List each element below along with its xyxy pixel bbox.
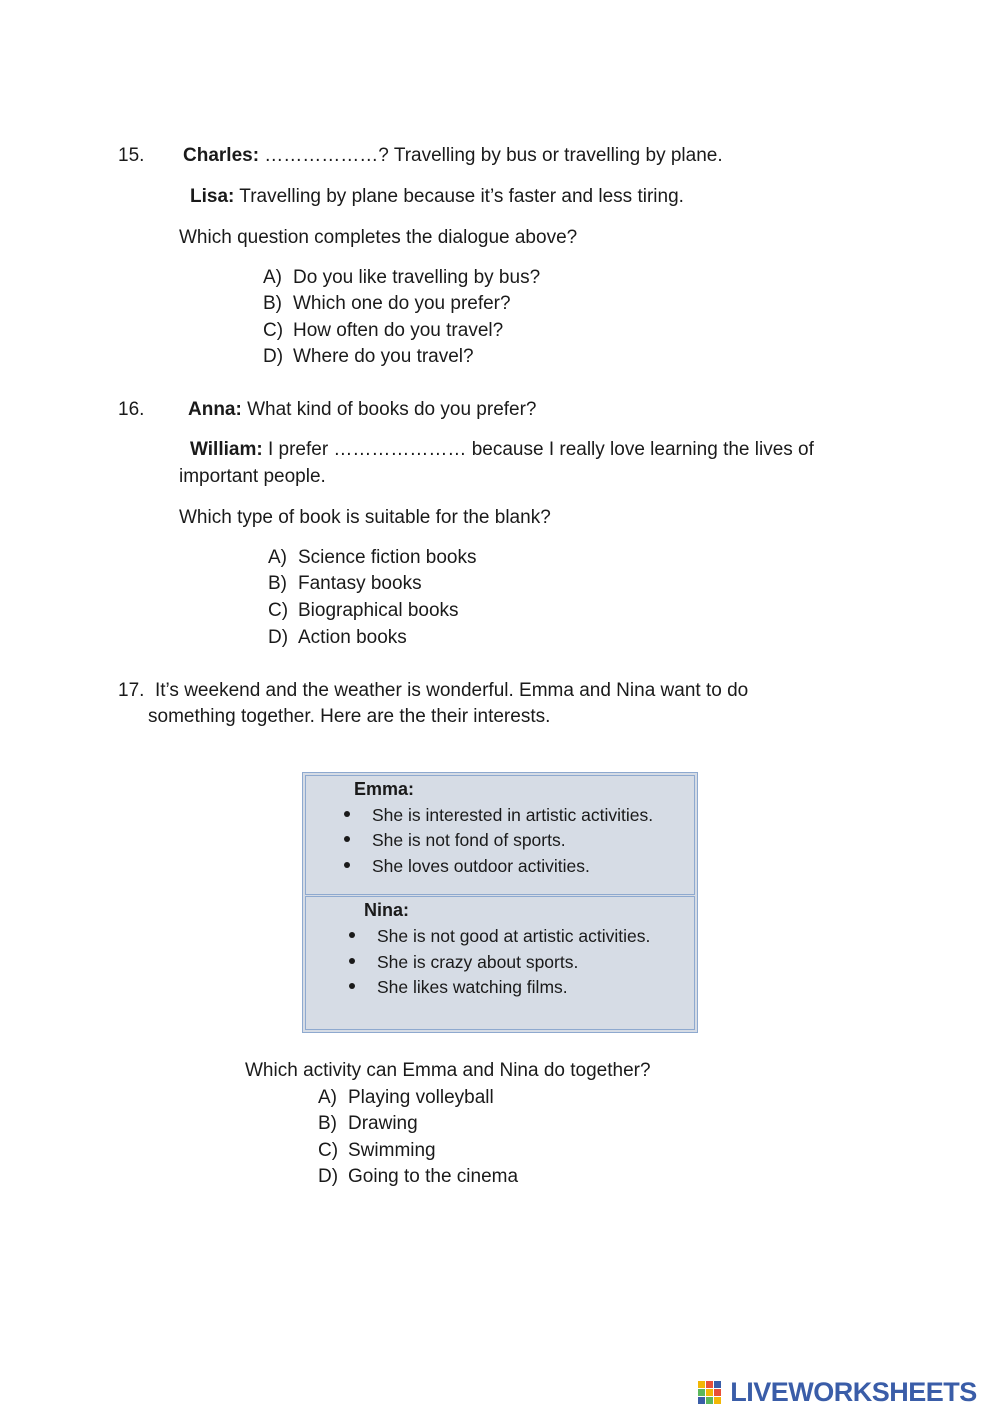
liveworksheets-logo[interactable]	[697, 1379, 977, 1407]
option-text: Playing volleyball	[348, 1087, 494, 1108]
question-16-line-2	[190, 440, 814, 459]
option-text: Drawing	[348, 1113, 418, 1134]
bullet-icon	[344, 811, 350, 817]
option-b[interactable]	[263, 294, 511, 313]
option-text: Where do you travel?	[293, 346, 474, 367]
option-a[interactable]	[268, 548, 477, 567]
option-text: Swimming	[348, 1140, 436, 1161]
dialogue-text: ………………? Travelling by bus or travelling by plane.	[259, 145, 723, 166]
option-letter: B)	[268, 573, 287, 594]
question-15-line-1	[183, 146, 723, 165]
speaker-charles: Charles:	[183, 145, 260, 166]
option-c[interactable]	[263, 321, 503, 340]
option-letter: D)	[268, 627, 289, 648]
liveworksheets-cube-icon	[697, 1380, 723, 1406]
nina-cell	[305, 896, 695, 1030]
list-item	[344, 858, 590, 876]
list-item-text: She is not fond of sports.	[372, 830, 566, 850]
question-15-line-2	[190, 187, 684, 206]
option-c[interactable]	[268, 601, 459, 620]
question-16-prompt: Which type of book is suitable for the blank?	[179, 507, 551, 528]
list-item	[344, 807, 653, 825]
option-letter: B)	[318, 1113, 337, 1134]
option-text: Biographical books	[298, 600, 459, 621]
option-letter: D)	[318, 1166, 339, 1187]
bullet-icon	[349, 958, 355, 964]
option-b[interactable]	[318, 1114, 418, 1133]
question-17-intro-2: something together. Here are the their interests.	[148, 706, 551, 727]
option-letter: C)	[268, 600, 289, 621]
question-16-line-1	[188, 400, 537, 419]
option-c[interactable]	[318, 1141, 436, 1160]
list-item-text: She likes watching films.	[377, 977, 568, 997]
option-text: Going to the cinema	[348, 1166, 519, 1187]
option-b[interactable]	[268, 574, 422, 593]
option-letter: D)	[263, 346, 284, 367]
list-item	[349, 928, 650, 946]
list-item-text: She loves outdoor activities.	[372, 856, 590, 876]
option-text: Science fiction books	[298, 547, 477, 568]
bullet-icon	[349, 932, 355, 938]
bullet-icon	[349, 983, 355, 989]
question-16-line-3: important people.	[179, 466, 326, 487]
option-text: How often do you travel?	[293, 320, 504, 341]
list-item-text: She is interested in artistic activities.	[372, 805, 654, 825]
option-a[interactable]	[318, 1088, 494, 1107]
question-15-number: 15.	[118, 145, 145, 166]
option-letter: C)	[263, 320, 284, 341]
question-17-number: 17.	[118, 680, 145, 701]
option-text: Do you like travelling by bus?	[293, 267, 541, 288]
emma-cell	[305, 775, 695, 895]
speaker-anna: Anna:	[188, 399, 242, 420]
list-item	[344, 832, 566, 850]
option-text: Action books	[298, 627, 407, 648]
option-a[interactable]	[263, 268, 540, 287]
option-d[interactable]	[268, 628, 407, 647]
bullet-icon	[344, 862, 350, 868]
bullet-icon	[344, 836, 350, 842]
list-item	[349, 979, 568, 997]
option-letter: B)	[263, 293, 282, 314]
question-15-prompt: Which question completes the dialogue above?	[179, 227, 578, 248]
list-item-text: She is not good at artistic activities.	[377, 926, 651, 946]
dialogue-text: I prefer ………………… because I really love learning the lives of	[262, 439, 814, 460]
dialogue-text: What kind of books do you prefer?	[241, 399, 537, 420]
option-d[interactable]	[263, 347, 474, 366]
option-letter: A)	[268, 547, 287, 568]
option-letter: A)	[318, 1087, 337, 1108]
logo-text: LIVEWORKSHEETS	[730, 1377, 977, 1407]
interests-table	[302, 772, 698, 1033]
option-text: Which one do you prefer?	[293, 293, 511, 314]
emma-heading: Emma:	[354, 779, 415, 799]
nina-heading: Nina:	[364, 900, 409, 920]
option-letter: A)	[263, 267, 282, 288]
speaker-william: William:	[190, 439, 263, 460]
option-d[interactable]	[318, 1167, 518, 1186]
option-text: Fantasy books	[298, 573, 422, 594]
list-item	[349, 954, 578, 972]
option-letter: C)	[318, 1140, 339, 1161]
question-17-prompt: Which activity can Emma and Nina do together?	[245, 1060, 651, 1081]
question-16-number: 16.	[118, 399, 145, 420]
speaker-lisa: Lisa:	[190, 186, 235, 207]
list-item-text: She is crazy about sports.	[377, 952, 579, 972]
dialogue-text: Travelling by plane because it’s faster and less tiring.	[234, 186, 684, 207]
question-17-intro-1: It’s weekend and the weather is wonderful. Emma and Nina want to do	[155, 680, 749, 701]
